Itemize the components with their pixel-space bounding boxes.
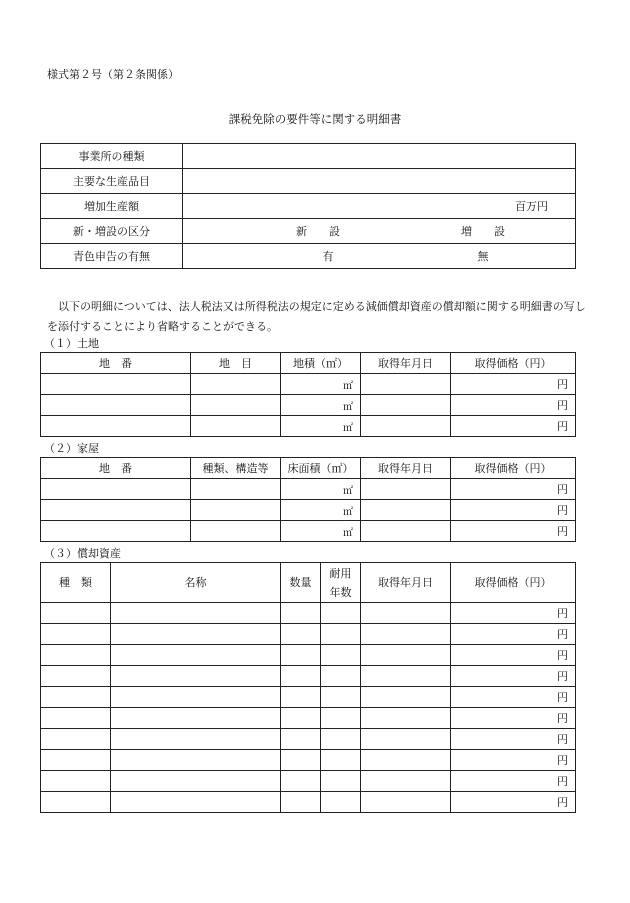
cell-input[interactable] [321, 750, 361, 771]
cell-input[interactable] [361, 374, 451, 395]
price-cell[interactable]: 円 [451, 500, 576, 521]
cell-input[interactable] [41, 792, 111, 813]
cell-input[interactable] [191, 374, 281, 395]
cell-input[interactable] [321, 624, 361, 645]
column-header: 種類、構造等 [191, 458, 281, 479]
cell-input[interactable] [361, 708, 451, 729]
cell-input[interactable] [41, 479, 191, 500]
cell-input[interactable] [191, 416, 281, 437]
column-header: 取得年月日 [361, 458, 451, 479]
cell-input[interactable] [41, 708, 111, 729]
million-yen-unit: 百万円 [515, 200, 548, 213]
cell-input[interactable] [361, 521, 451, 542]
table-row [41, 169, 576, 194]
cell-input[interactable] [41, 750, 111, 771]
production-increase-field[interactable] [183, 194, 576, 219]
cell-input[interactable] [111, 771, 281, 792]
cell-input[interactable] [41, 500, 191, 521]
cell-input[interactable] [321, 645, 361, 666]
area-cell[interactable]: ㎡ [281, 479, 361, 500]
cell-input[interactable] [281, 687, 321, 708]
table-row [41, 500, 576, 521]
area-cell[interactable]: ㎡ [281, 521, 361, 542]
table-row [41, 708, 576, 729]
table-row [41, 194, 576, 219]
area-cell[interactable]: ㎡ [281, 395, 361, 416]
cell-input[interactable] [111, 645, 281, 666]
table-row [41, 219, 576, 244]
table-row [41, 603, 576, 624]
table-row [41, 416, 576, 437]
summary-table [40, 143, 576, 269]
table-row [41, 144, 576, 169]
cell-input[interactable] [321, 603, 361, 624]
price-cell[interactable]: 円 [451, 666, 576, 687]
cell-input[interactable] [281, 645, 321, 666]
price-cell[interactable]: 円 [451, 521, 576, 542]
table-row [41, 771, 576, 792]
cell-input[interactable] [321, 771, 361, 792]
price-cell[interactable]: 円 [451, 729, 576, 750]
cell-input[interactable] [281, 792, 321, 813]
price-cell[interactable]: 円 [451, 792, 576, 813]
useful-life-header: 耐用 年数 [321, 563, 361, 603]
price-cell[interactable]: 円 [451, 374, 576, 395]
cell-input[interactable] [321, 792, 361, 813]
table-header-row [41, 458, 576, 479]
blue-return-label: 青色申告の有無 [41, 244, 183, 269]
column-header: 床面積（㎡） [281, 458, 361, 479]
table-row [41, 687, 576, 708]
cell-input[interactable] [281, 708, 321, 729]
cell-input[interactable] [361, 603, 451, 624]
cell-input[interactable] [361, 729, 451, 750]
area-cell[interactable]: ㎡ [281, 416, 361, 437]
cell-input[interactable] [41, 729, 111, 750]
table-row [41, 244, 576, 269]
cell-input[interactable] [41, 374, 191, 395]
cell-input[interactable] [111, 687, 281, 708]
land-table [40, 352, 576, 437]
table-header-row [41, 563, 576, 603]
table-row [41, 521, 576, 542]
table-row [41, 374, 576, 395]
table-row [41, 479, 576, 500]
cell-input[interactable] [191, 479, 281, 500]
cell-input[interactable] [361, 771, 451, 792]
column-header: 地 番 [41, 353, 191, 374]
cell-input[interactable] [41, 687, 111, 708]
column-header: 取得価格（円） [451, 458, 576, 479]
cell-input[interactable] [111, 624, 281, 645]
cell-input[interactable] [361, 687, 451, 708]
area-cell[interactable]: ㎡ [281, 500, 361, 521]
price-cell[interactable]: 円 [451, 645, 576, 666]
price-cell[interactable]: 円 [451, 416, 576, 437]
cell-input[interactable] [361, 395, 451, 416]
table-row [41, 792, 576, 813]
cell-input[interactable] [41, 645, 111, 666]
cell-input[interactable] [361, 645, 451, 666]
building-table [40, 457, 576, 542]
cell-input[interactable] [41, 395, 191, 416]
document-title: 課税免除の要件等に関する明細書 [228, 112, 402, 126]
cell-input[interactable] [111, 666, 281, 687]
cell-input[interactable] [281, 729, 321, 750]
cell-input[interactable] [41, 624, 111, 645]
assets-heading: （３）償却資産 [44, 547, 121, 560]
price-cell[interactable]: 円 [451, 624, 576, 645]
cell-input[interactable] [361, 416, 451, 437]
column-header: 名称 [111, 563, 281, 603]
cell-input[interactable] [361, 792, 451, 813]
cell-input[interactable] [111, 603, 281, 624]
cell-input[interactable] [41, 666, 111, 687]
price-cell[interactable]: 円 [451, 603, 576, 624]
table-row [41, 666, 576, 687]
column-header: 取得年月日 [361, 563, 451, 603]
price-cell[interactable]: 円 [451, 687, 576, 708]
table-row [41, 750, 576, 771]
table-row [41, 729, 576, 750]
column-header: 種 類 [41, 563, 111, 603]
cell-input[interactable] [41, 603, 111, 624]
cell-input[interactable] [281, 666, 321, 687]
column-header: 取得価格（円） [451, 563, 576, 603]
table-row [41, 624, 576, 645]
note-text: 以下の明細については、法人税法又は所得税法の規定に定める減価償却資産の償却額に関する明細書の写しを添付することにより省略することができる。 [47, 300, 586, 333]
business-type-field[interactable] [183, 144, 576, 169]
cell-input[interactable] [361, 479, 451, 500]
cell-input[interactable] [111, 792, 281, 813]
cell-input[interactable] [111, 750, 281, 771]
cell-input[interactable] [281, 603, 321, 624]
choice-no[interactable]: 無 [477, 250, 489, 263]
price-cell[interactable]: 円 [451, 750, 576, 771]
cell-input[interactable] [361, 750, 451, 771]
cell-input[interactable] [111, 708, 281, 729]
column-header: 取得価格（円） [451, 353, 576, 374]
cell-input[interactable] [281, 750, 321, 771]
cell-input[interactable] [41, 521, 191, 542]
cell-input[interactable] [361, 666, 451, 687]
cell-input[interactable] [321, 666, 361, 687]
land-heading: （１）土地 [44, 337, 99, 350]
assets-table [40, 562, 576, 813]
form-number: 様式第２号（第２条関係） [47, 68, 179, 81]
cell-input[interactable] [191, 500, 281, 521]
column-header: 地 番 [41, 458, 191, 479]
cell-input[interactable] [361, 500, 451, 521]
cell-input[interactable] [321, 729, 361, 750]
table-row [41, 645, 576, 666]
cell-input[interactable] [41, 771, 111, 792]
choice-expansion[interactable]: 増 設 [461, 225, 505, 238]
business-type-label: 事業所の種類 [41, 144, 183, 169]
cell-input[interactable] [191, 395, 281, 416]
main-products-label: 主要な生産品目 [41, 169, 183, 194]
price-cell[interactable]: 円 [451, 479, 576, 500]
cell-input[interactable] [41, 416, 191, 437]
choice-new[interactable]: 新 設 [296, 225, 340, 238]
cell-input[interactable] [321, 687, 361, 708]
price-cell[interactable]: 円 [451, 395, 576, 416]
main-products-field[interactable] [183, 169, 576, 194]
new-expansion-field[interactable] [183, 219, 576, 244]
column-header: 数量 [281, 563, 321, 603]
cell-input[interactable] [281, 771, 321, 792]
production-increase-label: 増加生産額 [41, 194, 183, 219]
new-expansion-label: 新・増設の区分 [41, 219, 183, 244]
column-header: 取得年月日 [361, 353, 451, 374]
building-heading: （２）家屋 [44, 442, 99, 455]
cell-input[interactable] [191, 521, 281, 542]
column-header: 地 目 [191, 353, 281, 374]
cell-input[interactable] [111, 729, 281, 750]
assets-rows [41, 603, 576, 813]
price-cell[interactable]: 円 [451, 708, 576, 729]
cell-input[interactable] [321, 708, 361, 729]
table-header-row [41, 353, 576, 374]
price-cell[interactable]: 円 [451, 771, 576, 792]
blue-return-field[interactable] [183, 244, 576, 269]
area-cell[interactable]: ㎡ [281, 374, 361, 395]
table-row [41, 395, 576, 416]
choice-yes[interactable]: 有 [322, 250, 334, 263]
column-header: 地積（㎡） [281, 353, 361, 374]
cell-input[interactable] [361, 624, 451, 645]
cell-input[interactable] [281, 624, 321, 645]
